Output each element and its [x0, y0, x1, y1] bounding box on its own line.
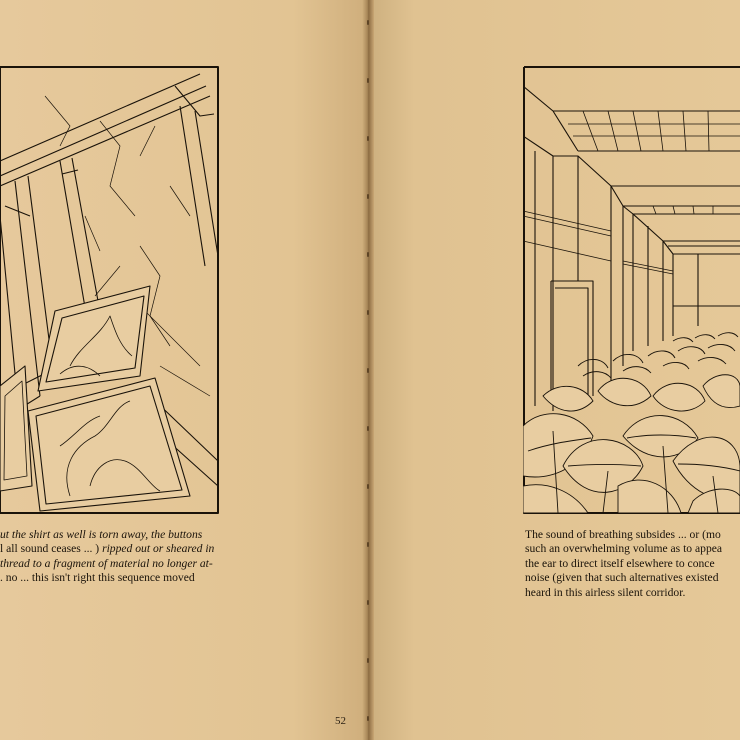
left-caption-line — [0, 542, 360, 556]
left-caption — [0, 528, 360, 586]
binding-stitch — [367, 600, 369, 605]
binding-stitch — [367, 484, 369, 489]
right-caption-line: heard in this airless silent corridor. — [525, 585, 686, 599]
binding-stitch — [367, 368, 369, 373]
binding-stitch — [367, 658, 369, 663]
left-caption-line — [0, 571, 360, 585]
right-illustration — [523, 66, 740, 516]
left-illustration — [0, 66, 220, 516]
binding-stitch — [367, 542, 369, 547]
right-caption-line: noise (given that such alternatives existed — [525, 571, 719, 585]
left-caption-run: . no ... this isn't right this sequence moved — [0, 571, 195, 585]
binding-stitch — [367, 136, 369, 141]
left-caption-run: ut the shirt as well is torn away, the buttons — [0, 528, 203, 541]
left-caption-line — [0, 528, 360, 542]
left-caption-run: thread to a fragment of material no longer at- — [0, 556, 213, 570]
binding-stitch — [367, 20, 369, 25]
left-caption-run: ripped out or sheared in — [102, 542, 215, 556]
right-caption — [525, 528, 740, 600]
binding-stitch — [367, 426, 369, 431]
right-caption-line: The sound of breathing subsides ... or (mo — [525, 528, 721, 541]
binding-stitch — [367, 716, 369, 721]
page-number: 52 — [335, 715, 346, 727]
right-caption-line: such an overwhelming volume as to appea — [525, 542, 723, 556]
binding-stitch — [367, 252, 369, 257]
right-caption-line: the ear to direct itself elsewhere to conce — [525, 556, 715, 570]
left-caption-line — [0, 557, 360, 571]
left-caption-run: l all sound ceases ... ) — [0, 542, 103, 556]
binding-stitch — [367, 310, 369, 315]
binding-stitch — [367, 78, 369, 83]
binding-stitch — [367, 194, 369, 199]
